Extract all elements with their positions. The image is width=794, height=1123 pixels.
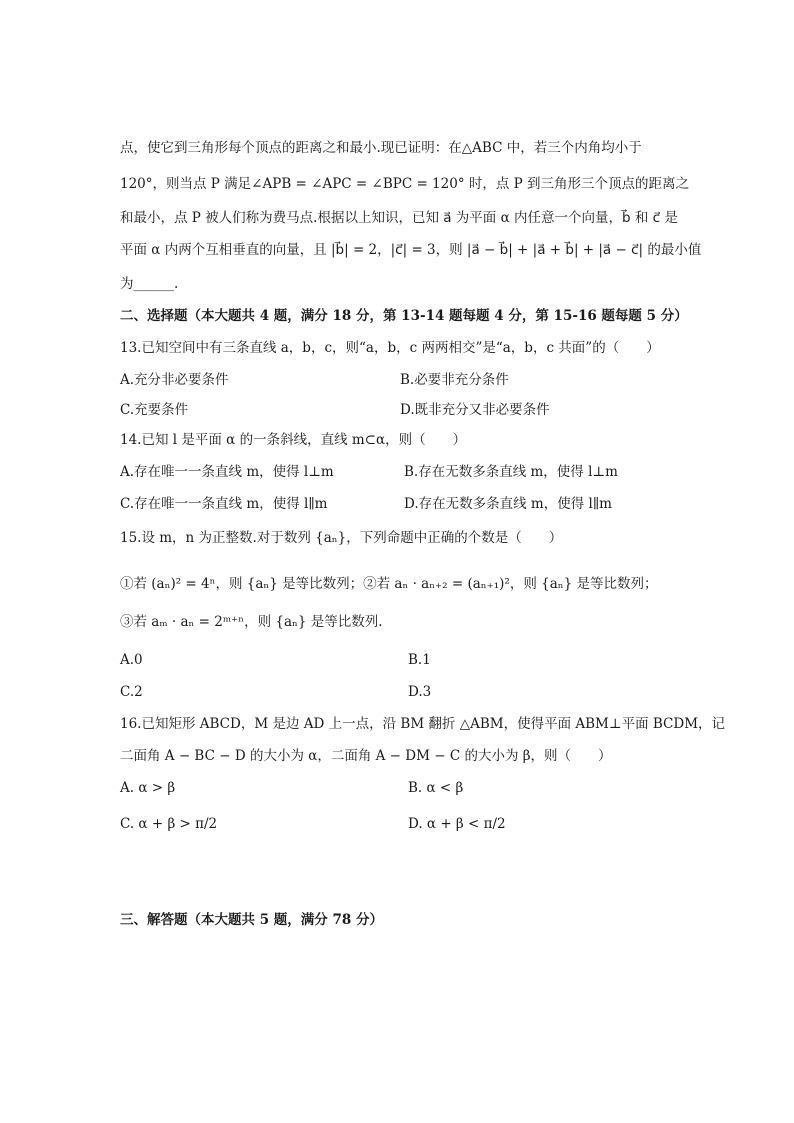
q13-option-a: A.充分非必要条件: [120, 372, 229, 388]
q14-option-c: C.存在唯一一条直线 m，使得 l∥m: [120, 496, 328, 512]
q16-option-a: A. α > β: [120, 780, 176, 796]
q14-stem: 14.已知 l 是平面 α 的一条斜线，直线 m⊂α，则（ ）: [120, 432, 467, 448]
intro-line-4: 平面 α 内两个互相垂直的向量，且 |b⃗| = 2，|c⃗| = 3，则 |a⃗ − b⃗| + |a⃗ + b⃗| + |a⃗ − c⃗| 的最小值: [120, 242, 702, 258]
q16-option-c: C. α + β > π/2: [120, 816, 218, 832]
q14-option-a: A.存在唯一一条直线 m，使得 l⊥m: [120, 464, 334, 480]
q13-stem: 13.已知空间中有三条直线 a，b，c，则“a，b，c 两两相交”是“a，b，c 共面”的（ ）: [120, 340, 660, 356]
q14-option-d: D.存在无数多条直线 m，使得 l∥m: [404, 496, 612, 512]
q13-option-d: D.既非充分又非必要条件: [400, 402, 550, 418]
section-3-title: 三、解答题（本大题共 5 题，满分 78 分）: [120, 912, 383, 928]
q14-option-b: B.存在无数多条直线 m，使得 l⊥m: [404, 464, 618, 480]
q13-option-b: B.必要非充分条件: [400, 372, 509, 388]
q15-option-c: C.2: [120, 684, 143, 700]
q15-option-d: D.3: [408, 684, 432, 700]
q16-stem-line-2: 二面角 A − BC − D 的大小为 α，二面角 A − DM − C 的大小为 β，则（ ）: [120, 748, 612, 764]
intro-line-3: 和最小，点 P 被人们称为费马点.根据以上知识，已知 a⃗ 为平面 α 内任意一个向量，b⃗ 和 c⃗ 是: [120, 210, 678, 226]
intro-line-2: 120°，则当点 P 满足∠APB = ∠APC = ∠BPC = 120° 时，点 P 到三角形三个顶点的距离之: [120, 176, 690, 192]
q15-statement-1-2: ①若 (aₙ)² = 4ⁿ，则 {aₙ} 是等比数列；②若 aₙ · aₙ₊₂ = (aₙ₊₁)²，则 {aₙ} 是等比数列；: [120, 576, 658, 592]
q16-stem-line-1: 16.已知矩形 ABCD，M 是边 AD 上一点，沿 BM 翻折 △ABM，使得平面 ABM⊥平面 BCDM，记: [120, 716, 726, 732]
q16-option-d: D. α + β < π/2: [408, 816, 506, 832]
q15-stem: 15.设 m，n 为正整数.对于数列 {aₙ}，下列命题中正确的个数是（ ）: [120, 530, 563, 546]
section-2-title: 二、选择题（本大题共 4 题，满分 18 分，第 13-14 题每题 4 分，第 15-16 题每题 5 分）: [120, 308, 688, 324]
q16-option-b: B. α < β: [408, 780, 464, 796]
q13-option-c: C.充要条件: [120, 402, 189, 418]
intro-line-5: 为______.: [120, 276, 179, 292]
q15-statement-3: ③若 aₘ · aₙ = 2ᵐ⁺ⁿ，则 {aₙ} 是等比数列.: [120, 614, 383, 630]
intro-line-1: 点，使它到三角形每个顶点的距离之和最小.现已证明：在△ABC 中，若三个内角均小于: [120, 140, 642, 156]
q15-option-b: B.1: [408, 652, 431, 668]
q15-option-a: A.0: [120, 652, 143, 668]
